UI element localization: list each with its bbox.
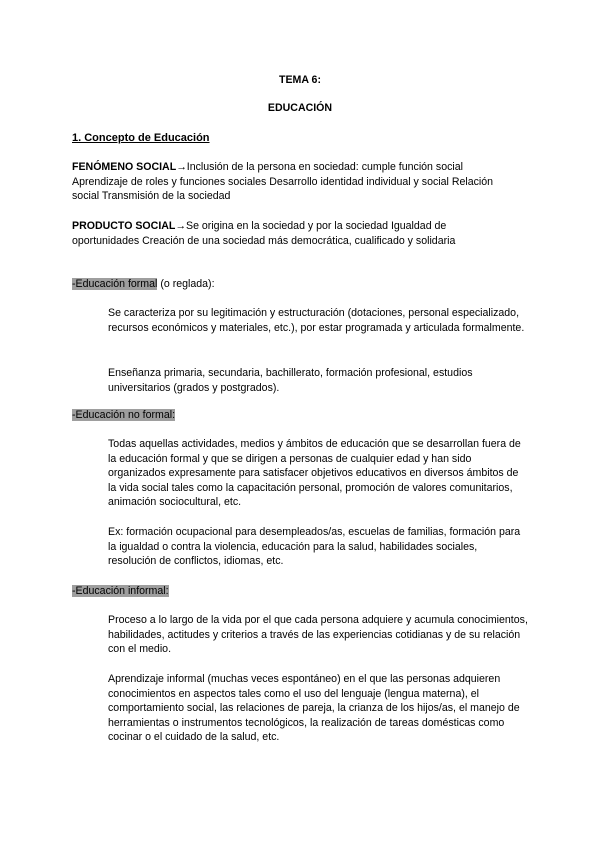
document-title: EDUCACIÓN (267, 102, 333, 114)
formal-paragraph-1: Se caracteriza por su legitimación y estructuración (dotaciones, personal especializado, recursos económicos y materiales, etc.), por estar programada y articulada formalmente. (108, 307, 525, 334)
no-formal-heading (72, 408, 502, 423)
informal-heading (72, 584, 502, 599)
formal-label-highlight: -Educación formal (72, 278, 158, 290)
producto-label: PRODUCTO SOCIAL (72, 220, 176, 232)
no-formal-label-highlight: -Educación no formal: (72, 409, 176, 421)
no-formal-paragraph-1: Todas aquellas actividades, medios y ámbitos de educación que se desarrollan fuera de la educación formal y que se dirigen a personas de cualquier edad y han sido organizados expresamente para satisfacer objetivos educativos en diversos ámbitos de la vida social tales como la capacitación personal, promoción de valores comunitarios, animación sociocultural, etc. (108, 438, 521, 509)
informal-paragraph-2: Aprendizaje informal (muchas veces espontáneo) en el que las personas adquieren conocimientos en aspectos tales como el uso del lenguaje (lengua materna), el comportamiento social, las relaciones de pareja, la crianza de los hijos/as, el manejo de herramientas o instrumentos tecnológicos, la realización de tareas domésticas como cocinar o el cuidado de la salud, etc. (108, 673, 520, 744)
no-formal-paragraph-2: Ex: formación ocupacional para desempleados/as, escuelas de familias, formación para la igualdad o contra la violencia, educación para la salud, habilidades sociales, resolución de conflictos, idiomas, etc. (108, 526, 521, 568)
informal-label-highlight: -Educación informal: (72, 585, 169, 597)
section-heading (72, 131, 502, 146)
formal-paragraph-2: Enseñanza primaria, secundaria, bachillerato, formación profesional, estudios universitarios (grados y postgrados). (108, 367, 473, 394)
tema-number: TEMA 6: (279, 74, 321, 86)
formal-heading (72, 277, 502, 292)
producto-paragraph (72, 219, 502, 248)
informal-paragraph-1: Proceso a lo largo de la vida por el que cada persona adquiere y acumula conocimientos, habilidades, actitudes y criterios a través de las experiencias cotidianas y de su relación con el medio. (108, 614, 528, 656)
producto-text: →Se origina en la sociedad y por la sociedad Igualdad de oportunidades Creación de una sociedad más democrática, cualificado y solidaria (72, 220, 456, 247)
fenomeno-label: FENÓMENO SOCIAL (72, 161, 177, 173)
formal-label-rest: (o reglada): (157, 278, 215, 290)
fenomeno-text: →Inclusión de la persona en sociedad: cumple función social Aprendizaje de roles y funciones sociales Desarrollo identidad individual y social Relación social Transmisión de la sociedad (72, 161, 494, 203)
fenomeno-paragraph (72, 160, 502, 204)
section-heading-text: 1. Concepto de Educación (72, 132, 210, 144)
